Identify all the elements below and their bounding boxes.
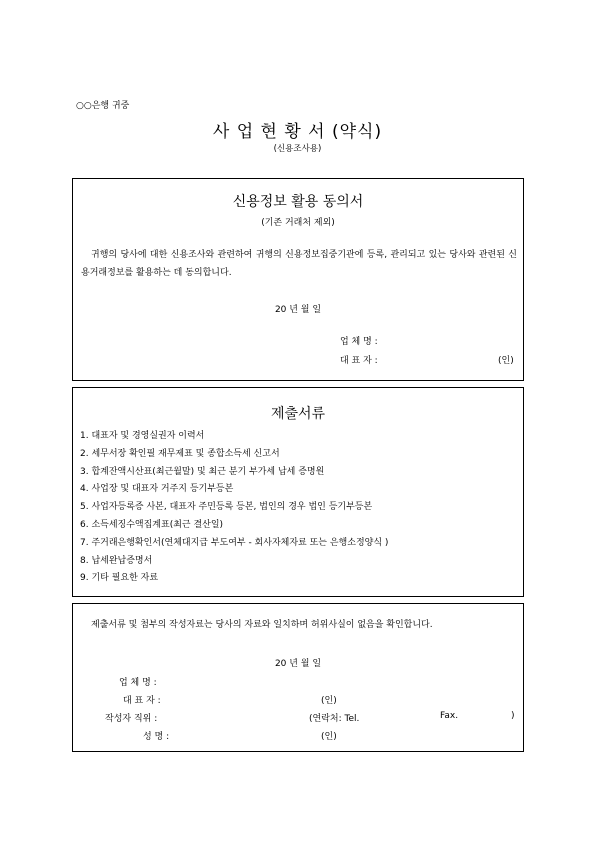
- documents-list: [80, 428, 388, 588]
- documents-section: [72, 387, 524, 597]
- consent-rep-label: 대 표 자 :: [340, 356, 378, 366]
- list-item: 8. 납세완납증명서: [80, 555, 153, 566]
- confirmation-name-label: 성 명 :: [143, 732, 170, 742]
- list-item: 2. 세무서장 확인필 재무제표 및 종합소득세 신고서: [80, 448, 280, 459]
- list-item: 6. 소득세징수액집계표(최근 결산일): [80, 519, 224, 530]
- confirmation-rep-seal: (인): [321, 696, 337, 706]
- confirmation-name-seal: (인): [321, 732, 337, 742]
- consent-body: 귀행의 당사에 대한 신용조사와 관련하여 귀행의 신용정보집중기관에 등록, 관리되고 있는 당사와 관련된 신용거래정보를 활용하는 데 동의합니다.: [81, 250, 517, 278]
- consent-title: 신용정보 활용 동의서: [232, 194, 364, 210]
- consent-subtitle: (기존 거래처 제외): [261, 218, 335, 228]
- documents-title: 제출서류: [270, 406, 326, 422]
- consent-seal: (인): [498, 356, 514, 366]
- contact-prefix: (연락처: Tel.: [309, 714, 360, 724]
- contact-close: ): [511, 711, 515, 721]
- contact-fax: Fax.: [440, 711, 459, 721]
- confirmation-section: [72, 603, 524, 752]
- list-item: 9. 기타 필요한 자료: [80, 573, 159, 584]
- confirmation-writer-label: 작성자 직위 :: [105, 714, 158, 724]
- list-item: 3. 합계잔액시산표(최근월말) 및 최근 분기 부가세 납세 증명원: [80, 466, 325, 477]
- confirmation-company-label: 업 체 명 :: [119, 678, 157, 688]
- list-item: 5. 사업자등록증 사본, 대표자 주민등록 등본, 법인의 경우 법인 등기부등본: [80, 502, 373, 513]
- list-item: 1. 대표자 및 경영실권자 이력서: [80, 431, 205, 441]
- confirmation-body: 제출서류 및 첨부의 작성자료는 당사의 자료와 일치하며 허위사실이 없음을 확인합니다.: [91, 620, 433, 630]
- page-subtitle: (신용조사용): [273, 144, 322, 154]
- addressee: ○○은행 귀중: [76, 101, 130, 111]
- consent-section: [72, 178, 524, 381]
- list-item: 7. 주거래은행확인서(연체대지급 부도여부 - 회사자체자료 또는 은행소정양식 ): [80, 537, 389, 548]
- consent-company-label: 업 체 명 :: [340, 337, 378, 347]
- consent-date: 20 년 월 일: [274, 305, 322, 315]
- list-item: 4. 사업장 및 대표자 거주지 등기부등본: [80, 484, 234, 495]
- confirmation-date: 20 년 월 일: [274, 659, 322, 669]
- confirmation-rep-label: 대 표 자 :: [123, 696, 161, 706]
- page-title: 사 업 현 황 서 (약식): [212, 122, 383, 142]
